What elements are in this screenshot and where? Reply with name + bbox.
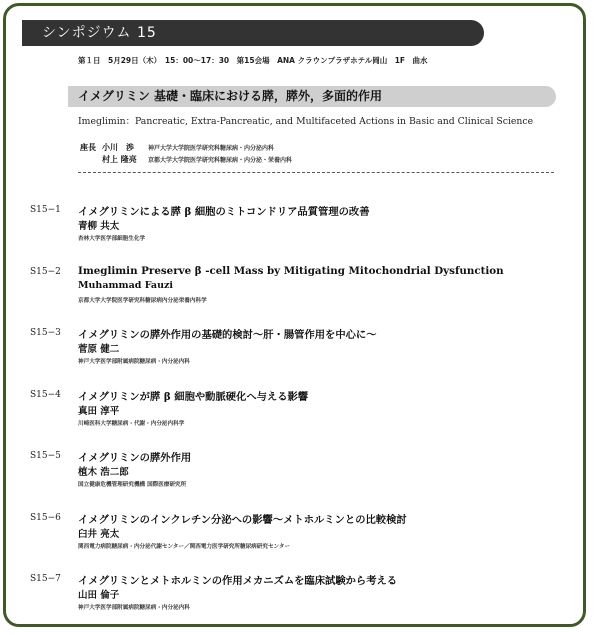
chairs-block [80,142,292,166]
talk-affiliation: 杏林大学医学部細胞生化学 [78,236,146,242]
talk-author: 青柳 共太 [78,221,120,232]
talk-title: イメグリミンによる膵 β 細胞のミトコンドリア品質管理の改善 [78,206,370,218]
talk-code: S15−4 [30,390,61,400]
chair-row [80,154,292,166]
talk-author: Muhammad Fauzi [78,280,173,291]
talk-title: イメグリミンのインクレチン分泌への影響～メトホルミンとの比較検討 [78,514,407,526]
talk-code: S15−3 [30,328,61,338]
chair-label: 座長 [80,143,96,152]
talk-title: イメグリミンとメトホルミンの作用メカニズムを臨床試験から考える [78,575,398,587]
session-info: 第１日 5月29日（木） 15：00～17：30 第15会場 ANA クラウンプラザホテル岡山 1F 曲水 [78,56,428,65]
talk-title: イメグリミンが膵 β 細胞や動脈硬化へ与える影響 [78,391,309,403]
session-banner: シンポジウム 15 [22,20,484,46]
talk-affiliation: 京都大学大学院医学研究科糖尿病内分泌栄養内科学 [78,298,207,304]
talk-title: イメグリミンの膵外作用の基礎的検討～肝・腸管作用を中心に～ [78,329,377,341]
chair-row [80,142,292,154]
talk-affiliation: 国立健康危機管理研究機構 国際医療研究所 [78,482,187,488]
talk-affiliation: 川崎医科大学糖尿病・代謝・内分泌内科学 [78,421,185,427]
talk-code: S15−2 [30,267,61,277]
talk-title: Imeglimin Preserve β -cell Mass by Mitigating Mitochondrial Dysfunction [78,265,504,277]
talk-affiliation: 神戸大学医学部附属病院糖尿病・内分泌内科 [78,605,190,611]
chair-name: 村上 隆亮 [102,155,137,164]
talk-title: イメグリミンの膵外作用 [78,452,192,464]
chair-name: 小川 渉 [102,143,134,152]
session-subtitle-en: Imeglimin：Pancreatic, Extra-Pancreatic, and Multifaceted Actions in Basic and Clinical Science [78,116,534,127]
divider [78,172,554,173]
chair-affiliation: 京都大学大学院医学研究科糖尿病・内分泌・栄養内科 [148,157,293,164]
talk-affiliation: 関西電力病院糖尿病・内分泌代謝センター／関西電力医学研究所糖尿病研究センター [78,544,291,550]
talk-author: 臼井 亮太 [78,529,120,540]
session-title: イメグリミン 基礎・臨床における膵，膵外，多面的作用 [68,86,556,107]
talk-author: 菅原 健二 [78,344,120,355]
talk-author: 山田 倫子 [78,590,120,601]
chair-affiliation: 神戸大学大学院医学研究科糖尿病・内分泌内科 [148,145,275,152]
talk-code: S15−1 [30,205,61,215]
talk-code: S15−5 [30,451,61,461]
talk-affiliation: 神戸大学医学部附属病院糖尿病・内分泌内科 [78,359,190,365]
talk-author: 真田 淳平 [78,406,120,417]
talk-code: S15−6 [30,513,61,523]
talk-code: S15−7 [30,574,61,584]
talk-author: 植木 浩二郎 [78,467,129,478]
